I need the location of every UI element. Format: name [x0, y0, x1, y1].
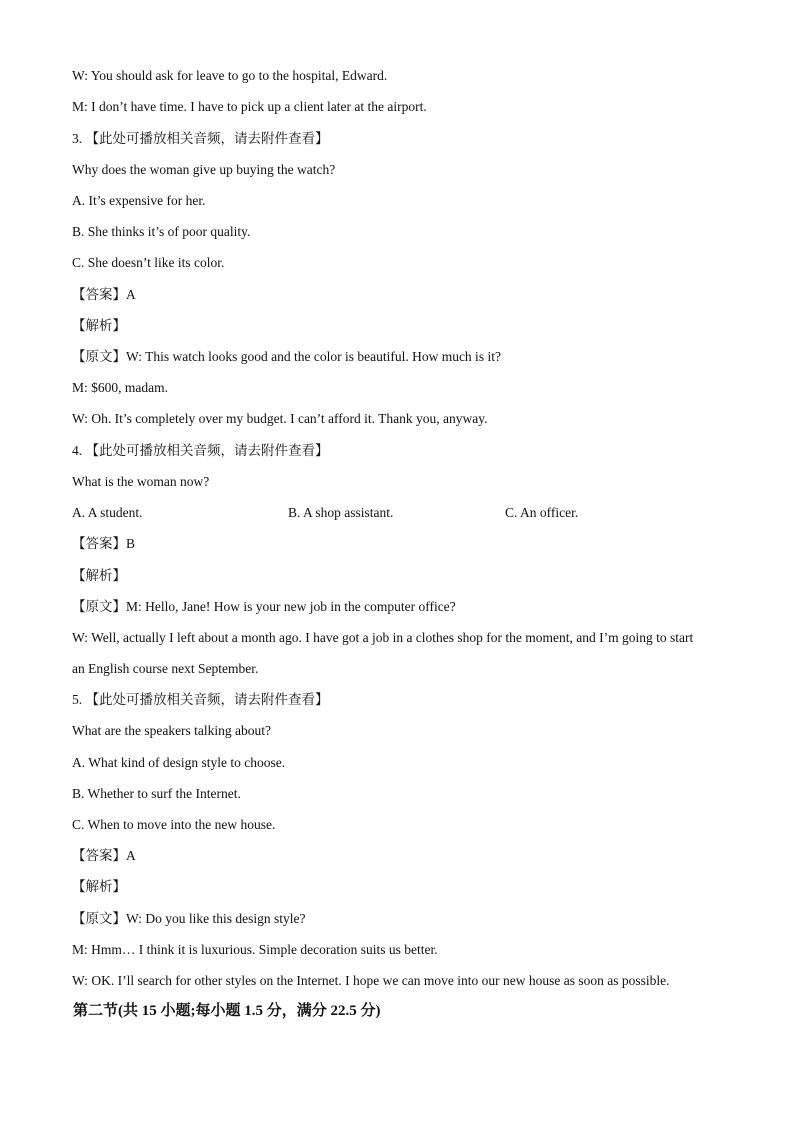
section-heading: 第二节(共 15 小题;每小题 1.5 分，满分 22.5 分) — [73, 1003, 381, 1019]
transcript-line: M: $600, madam. — [72, 380, 168, 395]
question-header: 4. 【此处可播放相关音频，请去附件查看】 — [72, 443, 329, 458]
option-b: B. She thinks it’s of poor quality. — [72, 224, 251, 239]
transcript-line: 【原文】W: Do you like this design style? — [72, 911, 306, 926]
answer-label: 【答案】B — [72, 536, 136, 551]
option-a: A. What kind of design style to choose. — [72, 755, 286, 770]
dialogue-line: W: You should ask for leave to go to the hospital, Edward. — [72, 68, 388, 83]
analysis-label: 【解析】 — [72, 568, 126, 583]
analysis-label: 【解析】 — [72, 318, 126, 333]
transcript-line: W: Well, actually I left about a month ago. I have got a job in a clothes shop for the moment, and I’m going to start — [72, 630, 694, 645]
option-b: B. Whether to surf the Internet. — [72, 786, 241, 801]
option-c: C. An officer. — [505, 505, 579, 520]
answer-label: 【答案】A — [72, 848, 136, 863]
transcript-line: an English course next September. — [72, 661, 259, 676]
transcript-line: W: OK. I’ll search for other styles on the Internet. I hope we can move into our new house as soon as possible. — [72, 973, 670, 988]
transcript-line: M: Hmm… I think it is luxurious. Simple decoration suits us better. — [72, 942, 438, 957]
option-c: C. She doesn’t like its color. — [72, 255, 225, 270]
option-a: A. A student. — [72, 505, 143, 520]
transcript-line: W: Oh. It’s completely over my budget. I can’t afford it. Thank you, anyway. — [72, 411, 488, 426]
analysis-label: 【解析】 — [72, 879, 126, 894]
question-text: What is the woman now? — [72, 474, 210, 489]
answer-label: 【答案】A — [72, 287, 136, 302]
question-header: 5. 【此处可播放相关音频，请去附件查看】 — [72, 692, 329, 707]
option-a: A. It’s expensive for her. — [72, 193, 206, 208]
option-c: C. When to move into the new house. — [72, 817, 276, 832]
dialogue-line: M: I don’t have time. I have to pick up a client later at the airport. — [72, 99, 427, 114]
option-b: B. A shop assistant. — [288, 505, 394, 520]
question-text: Why does the woman give up buying the watch? — [72, 162, 336, 177]
transcript-line: 【原文】M: Hello, Jane! How is your new job in the computer office? — [72, 599, 456, 614]
transcript-line: 【原文】W: This watch looks good and the color is beautiful. How much is it? — [72, 349, 501, 364]
question-text: What are the speakers talking about? — [72, 723, 272, 738]
question-header: 3. 【此处可播放相关音频，请去附件查看】 — [72, 131, 329, 146]
